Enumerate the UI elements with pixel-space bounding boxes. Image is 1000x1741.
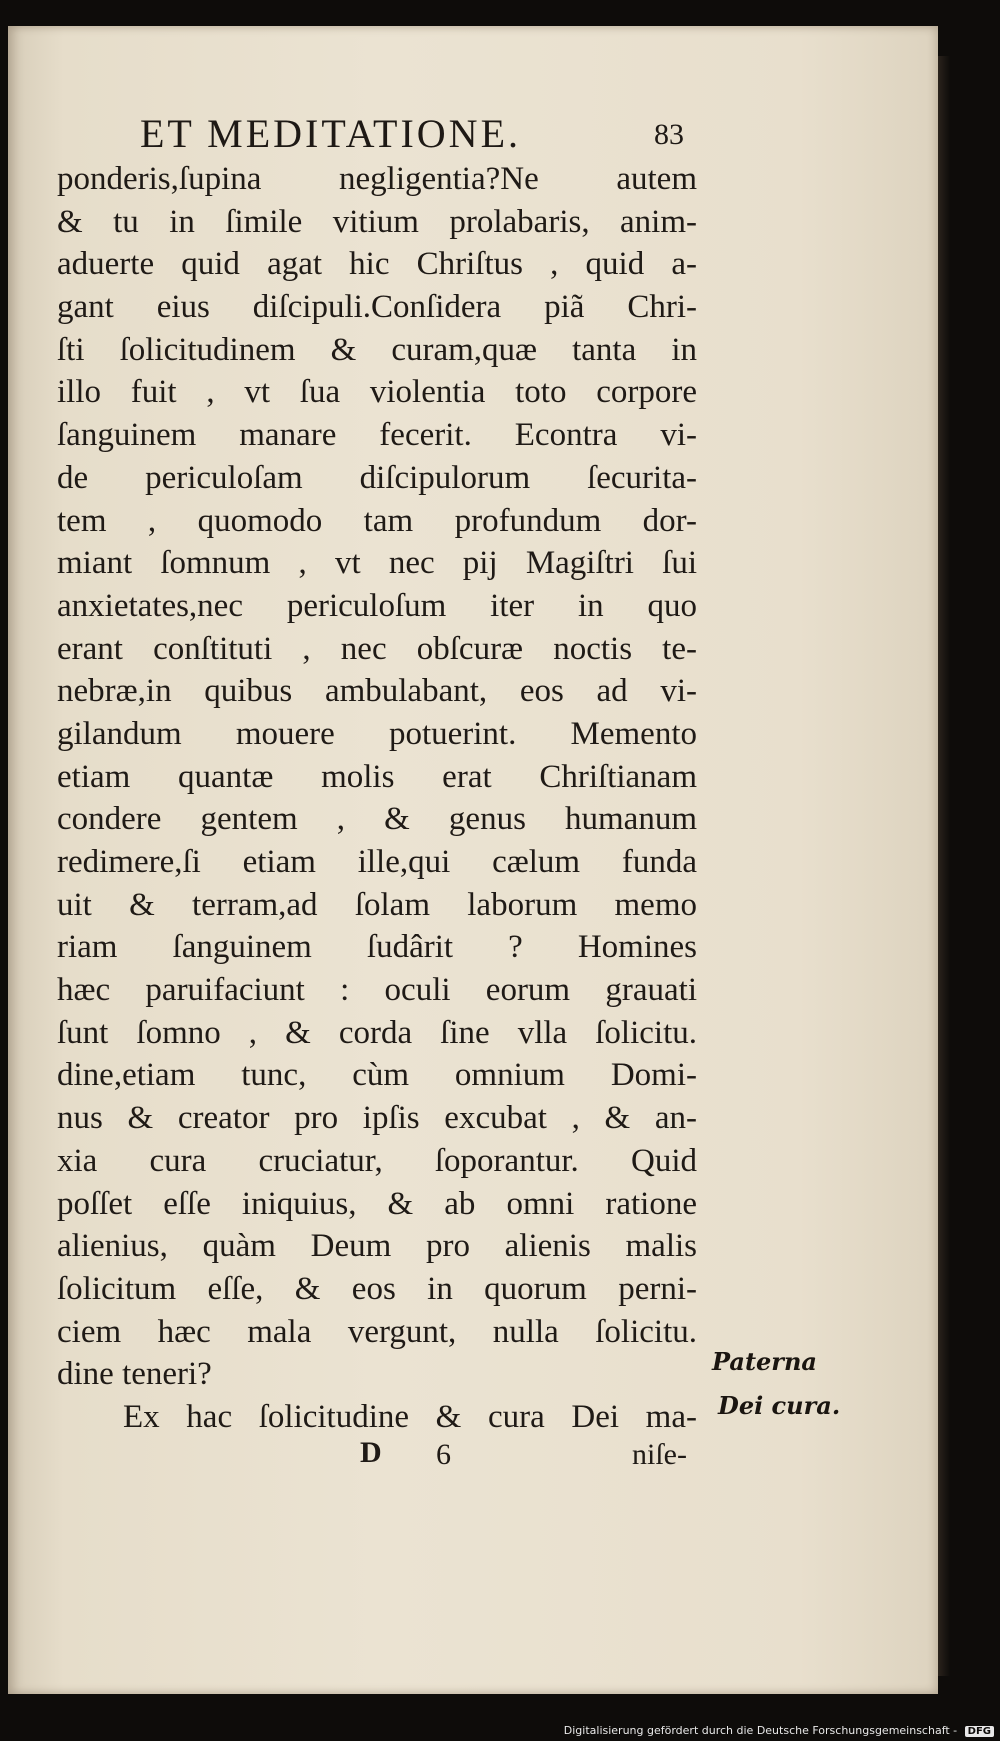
text-line: nebræ,in quibus ambulabant, eos ad vi- [57,673,697,710]
body-text [57,158,697,1439]
text-line: ciem hæc mala vergunt, nulla ſolicitu. [57,1313,697,1350]
text-line: alienius, quàm Deum pro alienis malis [57,1228,697,1265]
text-line: poſſet eſſe iniquius, & ab omni ratione [57,1185,697,1222]
text-line: anxietates,nec periculoſum iter in quo [57,587,697,624]
text-line: hæc paruifaciunt : oculi eorum grauati [57,972,697,1009]
page-edge-shadow [938,56,950,1676]
text-line: dine teneri? [57,1356,212,1393]
marginal-note [712,1340,882,1428]
text-line: illo fuit , vt ſua violentia toto corpore [57,374,697,411]
page-number: 83 [654,118,684,151]
marginal-note-line: Paterna [712,1347,817,1376]
text-line: xia cura cruciatur, ſoporantur. Quid [57,1142,697,1179]
text-line: Ex hac ſolicitudine & cura Dei ma- [123,1398,697,1435]
page-footer [360,1436,700,1476]
text-line: riam ſanguinem ſudârit ? Homines [57,929,697,966]
text-line: dine,etiam tunc, cùm omnium Domi- [57,1057,697,1094]
digitization-credit [564,1724,994,1737]
text-line: uit & terram,ad ſolam laborum memo [57,886,697,923]
running-head-title: ET MEDITATIONE. [140,111,521,156]
text-line: de periculoſam diſcipulorum ſecurita- [57,459,697,496]
text-line: ſanguinem manare fecerit. Econtra vi- [57,417,697,454]
credit-text: Digitalisierung gefördert durch die Deutsche Forschungsgemeinschaft - [563,1724,958,1737]
text-line: gilandum mouere potuerint. Memento [57,715,697,752]
text-line: & tu in ſimile vitium prolabaris, anim- [57,203,697,240]
text-line: ſolicitum eſſe, & eos in quorum perni- [57,1270,697,1307]
text-line: redimere,ſi etiam ille,qui cælum funda [57,844,697,880]
marginal-note-line: Dei cura. [718,1391,841,1420]
catchword: niſe- [632,1438,687,1471]
text-line: ſunt ſomno , & corda ſine vlla ſolicitu. [57,1014,697,1051]
text-line: erant conſtituti , nec obſcuræ noctis te- [57,630,697,667]
text-line: miant ſomnum , vt nec pij Magiſtri ſui [57,545,697,582]
text-line: etiam quantæ molis erat Chriſtianam [57,758,697,795]
text-line: condere gentem , & genus humanum [57,801,697,838]
text-line: tem , quomodo tam profundum dor- [57,502,697,539]
text-line: nus & creator pro ipſis excubat , & an- [57,1100,697,1137]
signature-mark: D [360,1436,382,1469]
signature-number: 6 [436,1438,451,1471]
text-line: gant eius diſcipuli.Conſidera piã Chri- [57,289,697,326]
text-line: ſti ſolicitudinem & curam,quæ tanta in [57,331,697,368]
text-line: aduerte quid agat hic Chriſtus , quid a- [57,246,697,283]
text-line: ponderis,ſupina negligentia?Ne autem [57,161,697,197]
running-head [140,110,700,156]
dfg-logo: DFG [965,1726,994,1737]
